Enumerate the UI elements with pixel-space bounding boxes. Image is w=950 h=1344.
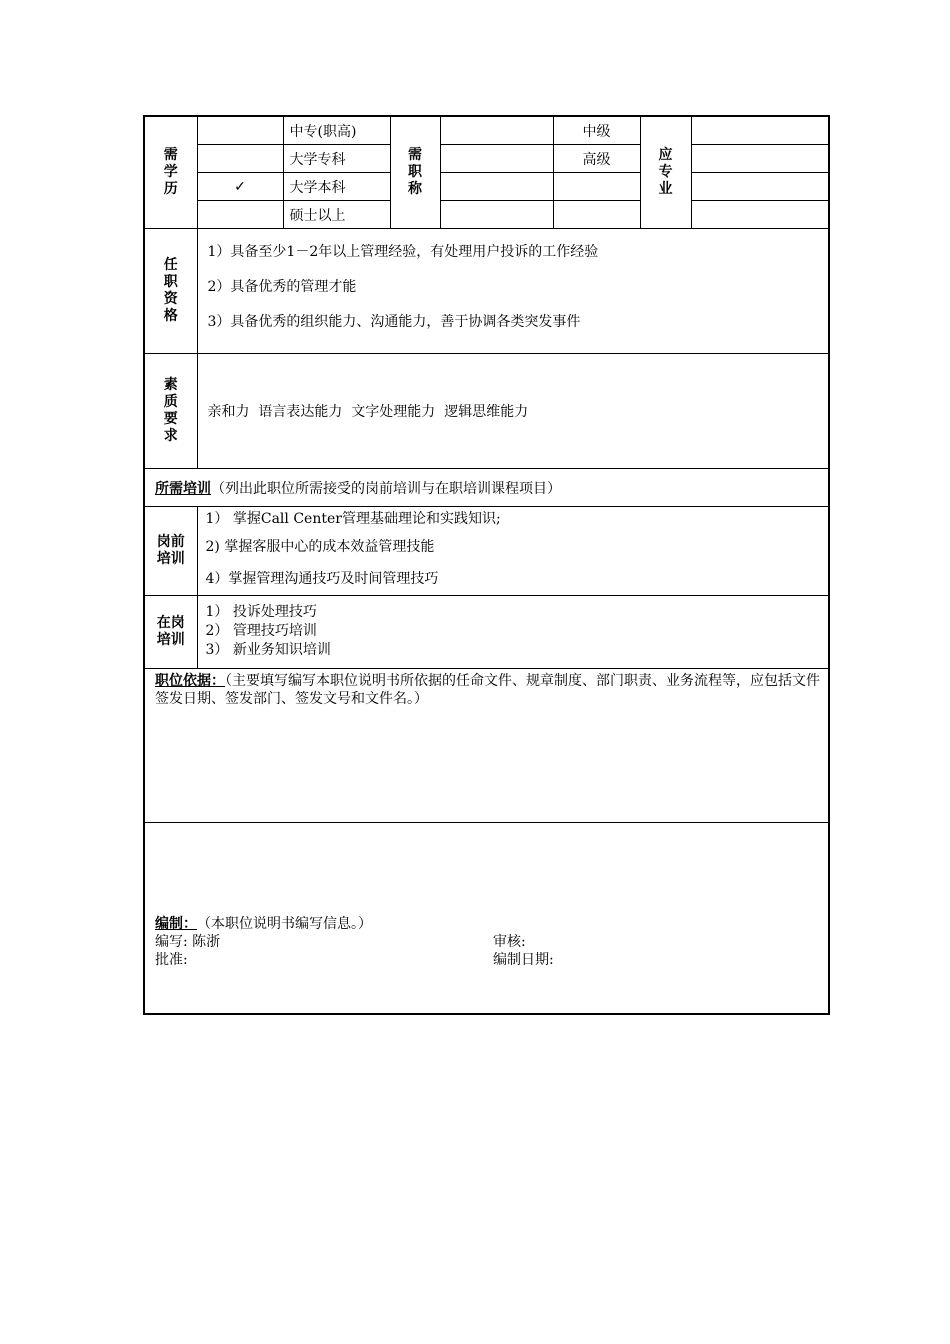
on-training-item: 3） 新业务知识培训	[205, 642, 331, 658]
compile-row	[144, 823, 829, 1015]
training-note: （列出此职位所需接受的岗前培训与在职培训课程项目）	[211, 480, 561, 497]
on-training-content	[197, 596, 829, 669]
training-heading-cell	[144, 469, 829, 507]
title-check-3[interactable]	[440, 173, 553, 201]
writer-field	[155, 933, 493, 951]
education-check-1[interactable]	[197, 116, 283, 145]
title-level-1: 中级	[553, 116, 640, 145]
education-check-4[interactable]	[197, 201, 283, 229]
major-value-3[interactable]	[691, 173, 829, 201]
education-check-2[interactable]	[197, 145, 283, 173]
date-label: 编制日期:	[493, 952, 554, 968]
major-value-1[interactable]	[691, 116, 829, 145]
quality-row	[144, 354, 829, 469]
on-training-label: 在岗 培训	[144, 596, 197, 669]
education-row-4	[144, 201, 829, 229]
job-description-sheet	[143, 115, 828, 1015]
training-heading: 所需培训	[155, 480, 211, 497]
qualification-item: 1）具备至少1－2年以上管理经验，有处理用户投诉的工作经验	[207, 244, 599, 260]
pre-training-item: 1） 掌握Call Center管理基础理论和实践知识;	[205, 511, 501, 527]
job-description-table	[143, 115, 830, 1015]
title-level-4	[553, 201, 640, 229]
pre-training-content	[197, 507, 829, 596]
compile-note: （本职位说明书编写信息。）	[197, 916, 372, 932]
basis-text: （主要填写编写本职位说明书所依据的任命文件、规章制度、部门职责、业务流程等，应包括文件签发日期、签发部门、签发文号和文件名。）	[155, 673, 820, 707]
qualification-content	[197, 229, 829, 354]
qualification-item: 2）具备优秀的管理才能	[207, 279, 357, 295]
title-check-1[interactable]	[440, 116, 553, 145]
compile-cell	[144, 823, 829, 1015]
education-label: 需 学 历	[144, 116, 197, 229]
basis-cell	[144, 669, 829, 823]
education-level-1: 中专(职高)	[283, 116, 390, 145]
pre-training-item: 4）掌握管理沟通技巧及时间管理技巧	[205, 571, 439, 587]
title-check-2[interactable]	[440, 145, 553, 173]
education-level-3: 大学本科	[283, 173, 390, 201]
compile-line-2	[155, 951, 822, 969]
education-level-2: 大学专科	[283, 145, 390, 173]
approver-label: 批准:	[155, 952, 188, 968]
title-check-4[interactable]	[440, 201, 553, 229]
major-value-2[interactable]	[691, 145, 829, 173]
education-check-3[interactable]: ✓	[197, 173, 283, 201]
quality-label: 素 质 要 求	[144, 354, 197, 469]
basis-heading: 职位依据：	[155, 673, 225, 689]
education-row-2	[144, 145, 829, 173]
on-training-item: 1） 投诉处理技巧	[205, 604, 317, 620]
major-label: 应 专 业	[640, 116, 691, 229]
pre-training-label: 岗前 培训	[144, 507, 197, 596]
title-label: 需 职 称	[390, 116, 440, 229]
basis-row	[144, 669, 829, 823]
training-heading-row	[144, 469, 829, 507]
writer-value[interactable]: 陈浙	[192, 934, 221, 950]
pre-training-item: 2) 掌握客服中心的成本效益管理技能	[205, 539, 435, 555]
writer-label: 编写:	[155, 934, 188, 950]
reviewer-label: 审核:	[493, 934, 526, 950]
title-level-2: 高级	[553, 145, 640, 173]
on-training-row	[144, 596, 829, 669]
education-row-1	[144, 116, 829, 145]
qualification-label: 任 职 资 格	[144, 229, 197, 354]
compile-line-1	[155, 933, 822, 951]
on-training-item: 2） 管理技巧培训	[205, 623, 317, 639]
qualification-item: 3）具备优秀的组织能力、沟通能力，善于协调各类突发事件	[207, 314, 581, 330]
qualification-row	[144, 229, 829, 354]
education-row-3	[144, 173, 829, 201]
major-value-4[interactable]	[691, 201, 829, 229]
compile-heading-line	[155, 915, 822, 933]
pre-training-row	[144, 507, 829, 596]
compile-heading: 编制：	[155, 916, 197, 932]
education-level-4: 硕士以上	[283, 201, 390, 229]
quality-content: 亲和力 语言表达能力 文字处理能力 逻辑思维能力	[197, 354, 829, 469]
title-level-3	[553, 173, 640, 201]
